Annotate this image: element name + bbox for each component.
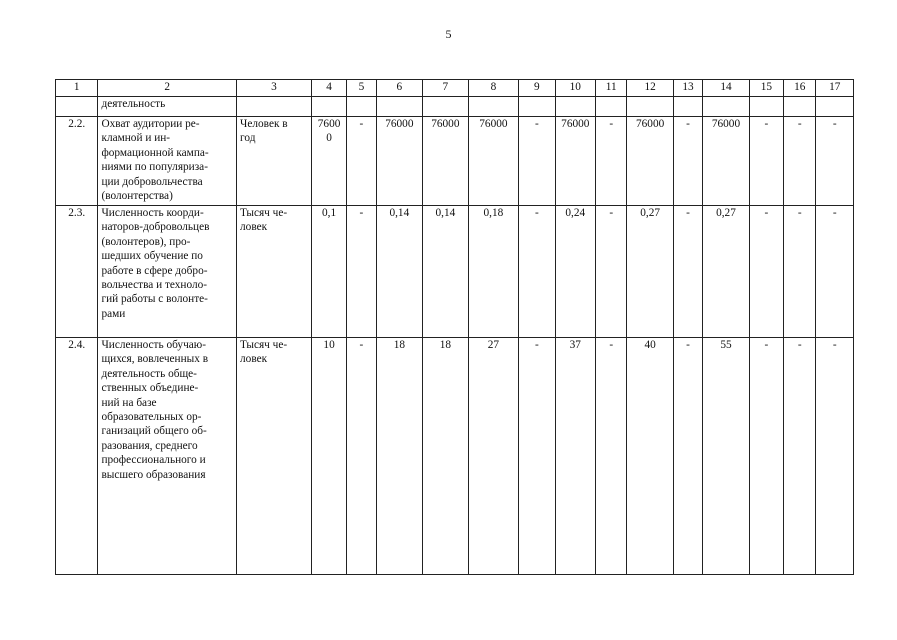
empty-cell: [376, 97, 423, 117]
value-cell: -: [816, 117, 854, 206]
header-cell: 13: [673, 80, 702, 97]
value-cell: -: [596, 117, 627, 206]
value-cell: -: [596, 206, 627, 338]
row-number: 2.4.: [56, 338, 98, 575]
value-cell: 0,1: [311, 206, 346, 338]
value-cell: -: [784, 206, 816, 338]
value-cell: -: [673, 206, 702, 338]
header-cell: 14: [703, 80, 750, 97]
value-cell: 76000: [627, 117, 674, 206]
table-row: [56, 206, 854, 338]
value-cell: -: [784, 338, 816, 575]
value-cell: -: [596, 338, 627, 575]
empty-cell: [347, 97, 376, 117]
empty-cell: [703, 97, 750, 117]
indicator-name: Охват аудитории ре- кламной и ин- формационной кампа- ниями по популяриза- ции добровольчества (волонтерства): [98, 117, 237, 206]
row-number: 2.2.: [56, 117, 98, 206]
value-cell: 18: [423, 338, 469, 575]
header-cell: 8: [468, 80, 519, 97]
value-cell: 27: [468, 338, 519, 575]
header-cell: 17: [816, 80, 854, 97]
header-cell: 4: [311, 80, 346, 97]
value-cell: -: [347, 117, 376, 206]
value-cell: -: [347, 206, 376, 338]
header-cell: 16: [784, 80, 816, 97]
value-cell: -: [816, 338, 854, 575]
value-cell: -: [519, 206, 555, 338]
table-row: [56, 117, 854, 206]
header-cell: 11: [596, 80, 627, 97]
header-cell: 6: [376, 80, 423, 97]
value-cell: 76000: [703, 117, 750, 206]
header-cell: 7: [423, 80, 469, 97]
indicators-table: [55, 79, 854, 575]
value-cell: 0,27: [703, 206, 750, 338]
value-cell: -: [673, 117, 702, 206]
value-cell: -: [673, 338, 702, 575]
empty-cell: [468, 97, 519, 117]
value-cell: -: [749, 338, 783, 575]
header-cell: 15: [749, 80, 783, 97]
value-cell: -: [347, 338, 376, 575]
value-cell: 40: [627, 338, 674, 575]
value-cell: 37: [555, 338, 595, 575]
header-cell: 12: [627, 80, 674, 97]
value-cell: 76000: [376, 117, 423, 206]
empty-cell: [596, 97, 627, 117]
value-cell: -: [749, 206, 783, 338]
value-cell: 76000: [423, 117, 469, 206]
empty-cell: [555, 97, 595, 117]
empty-cell: [237, 97, 312, 117]
header-cell: 5: [347, 80, 376, 97]
empty-cell: [816, 97, 854, 117]
header-cell: 9: [519, 80, 555, 97]
empty-cell: [749, 97, 783, 117]
unit-of-measure: Тысяч че- ловек: [237, 338, 312, 575]
value-cell: -: [784, 117, 816, 206]
value-cell: -: [816, 206, 854, 338]
empty-cell: [784, 97, 816, 117]
value-cell: 76000: [468, 117, 519, 206]
value-cell: 10: [311, 338, 346, 575]
continuation-row: [56, 97, 854, 117]
header-cell: 1: [56, 80, 98, 97]
value-cell: 7600 0: [311, 117, 346, 206]
value-cell: 0,27: [627, 206, 674, 338]
table-body: [56, 80, 854, 575]
header-cell: 3: [237, 80, 312, 97]
value-cell: 0,14: [376, 206, 423, 338]
value-cell: 76000: [555, 117, 595, 206]
table-row: [56, 338, 854, 575]
unit-of-measure: Человек в год: [237, 117, 312, 206]
header-cell: 2: [98, 80, 237, 97]
header-row: [56, 80, 854, 97]
row-number: 2.3.: [56, 206, 98, 338]
page-number: 5: [445, 27, 452, 41]
indicator-name: Численность обучаю- щихся, вовлеченных в деятельность обще- ственных объедине- ний на базе образовательных ор- ганизаций общего об- разования, среднего профессионального и высшего образования: [98, 338, 237, 575]
value-cell: -: [519, 338, 555, 575]
header-cell: 10: [555, 80, 595, 97]
value-cell: 55: [703, 338, 750, 575]
indicator-name: Численность коорди- наторов-добровольцев (волонтеров), про- шедших обучение по работе в сфере добро- вольчества и техноло- гий работы с волонте- рами: [98, 206, 237, 338]
value-cell: 0,14: [423, 206, 469, 338]
empty-cell: [627, 97, 674, 117]
empty-cell: [423, 97, 469, 117]
value-cell: -: [749, 117, 783, 206]
unit-of-measure: Тысяч че- ловек: [237, 206, 312, 338]
empty-cell: [519, 97, 555, 117]
value-cell: 0,18: [468, 206, 519, 338]
empty-cell: [673, 97, 702, 117]
empty-cell: [56, 97, 98, 117]
value-cell: 0,24: [555, 206, 595, 338]
value-cell: 18: [376, 338, 423, 575]
empty-cell: [311, 97, 346, 117]
continuation-name-cell: деятельность: [98, 97, 237, 117]
value-cell: -: [519, 117, 555, 206]
